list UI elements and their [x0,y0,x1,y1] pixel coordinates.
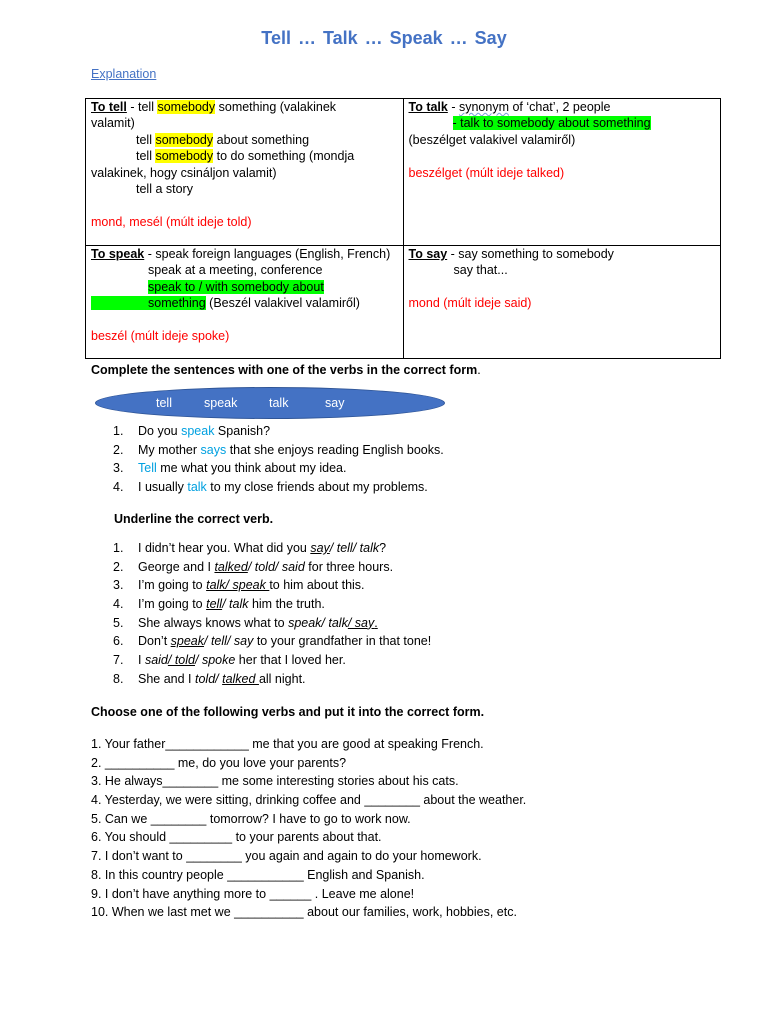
exercise1-instruction: Complete the sentences with one of the verbs in the correct form. [91,363,481,377]
page-title: Tell … Talk … Speak … Say [261,28,507,48]
term-speak: To speak [91,247,145,261]
term-talk: To talk [408,100,448,114]
list-item: 3. Tell me what you think about my idea. [113,461,347,476]
list-item: 2. George and I talked/ told/ said for three hours. [113,559,394,574]
cell-talk: To talk - synonym of ‘chat’, 2 people - talk to somebody about something (beszélget valakivel valamiről) beszélget (múlt ideje talked) [403,99,721,246]
list-item: 5. Can we ________ tomorrow? I have to go to work now. [91,811,411,826]
exercise3-list [91,735,526,922]
list-item: 2. __________ me, do you love your parents? [91,755,347,770]
list-item: 8. In this country people ___________ English and Spanish. [91,867,425,882]
list-item: 9. I don’t have anything more to ______ . Leave me alone! [91,886,415,901]
list-item: 3. He always________ me some interesting stories about his cats. [91,774,459,789]
verb-bank-item: talk [269,396,289,410]
list-item: 1. Your father____________ me that you are good at speaking French. [91,737,484,751]
term-say: To say [408,247,448,261]
explanation-link[interactable]: Explanation [91,67,157,81]
exercise2-instruction: Underline the correct verb. [114,512,274,526]
term-tell: To tell [91,100,127,114]
cell-speak: To speak - speak foreign languages (English, French) speak at a meeting, conference speak to / with somebody about something (Beszél valakivel valamiről) beszél (múlt ideje spoke) [86,246,404,359]
cell-say: To say - say something to somebody say that... mond (múlt ideje said) [403,246,721,359]
highlight-talk-to: - talk to somebody about something [452,116,651,131]
verb-bank-item: speak [204,396,238,410]
cell-tell: To tell - tell somebody something (valakinek valamit) tell somebody about something tell somebody to do something (mondja valakinek, hogy csináljon valamit) tell a story mond, mesél (múlt ideje told) [86,99,404,246]
meaning-talk: beszélget (múlt ideje talked) [408,165,565,180]
list-item: 7. I don’t want to ________ you again and again to do your homework. [91,849,482,864]
list-item: 4. I’m going to tell/ talk him the truth. [113,597,325,612]
verb-bank-item: tell [156,396,172,410]
exercise1-list [91,422,444,497]
exercise2-list [91,539,431,689]
list-item: 10. When we last met we __________ about our families, work, hobbies, etc. [91,905,517,920]
verb-bank-oval [95,387,445,419]
list-item: 1. I didn’t hear you. What did you say/ tell/ talk? [113,541,387,555]
meaning-tell: mond, mesél (múlt ideje told) [91,214,252,229]
verb-explanation-table [85,98,721,359]
list-item: 6. You should _________ to your parents about that. [91,830,382,845]
list-item: 7. I said/ told/ spoke her that I loved her. [113,653,346,668]
list-item: 1. Do you speak Spanish? [113,424,271,438]
meaning-say: mond (múlt ideje said) [408,296,532,311]
meaning-speak: beszél (múlt ideje spoke) [91,329,230,344]
list-item: 4. I usually talk to my close friends about my problems. [113,480,428,495]
list-item: 3. I’m going to talk/ speak to him about this. [113,578,365,593]
list-item: 2. My mother says that she enjoys reading English books. [113,442,444,457]
list-item: 5. She always knows what to speak/ talk/ say. [113,615,378,630]
list-item: 4. Yesterday, we were sitting, drinking coffee and ________ about the weather. [91,793,527,808]
list-item: 6. Don’t speak/ tell/ say to your grandfather in that tone! [113,634,432,649]
list-item: 8. She and I told/ talked all night. [113,671,306,686]
verb-bank-item: say [325,396,345,410]
exercise3-instruction: Choose one of the following verbs and put it into the correct form. [91,705,485,719]
highlight-somebody: somebody [157,100,216,114]
